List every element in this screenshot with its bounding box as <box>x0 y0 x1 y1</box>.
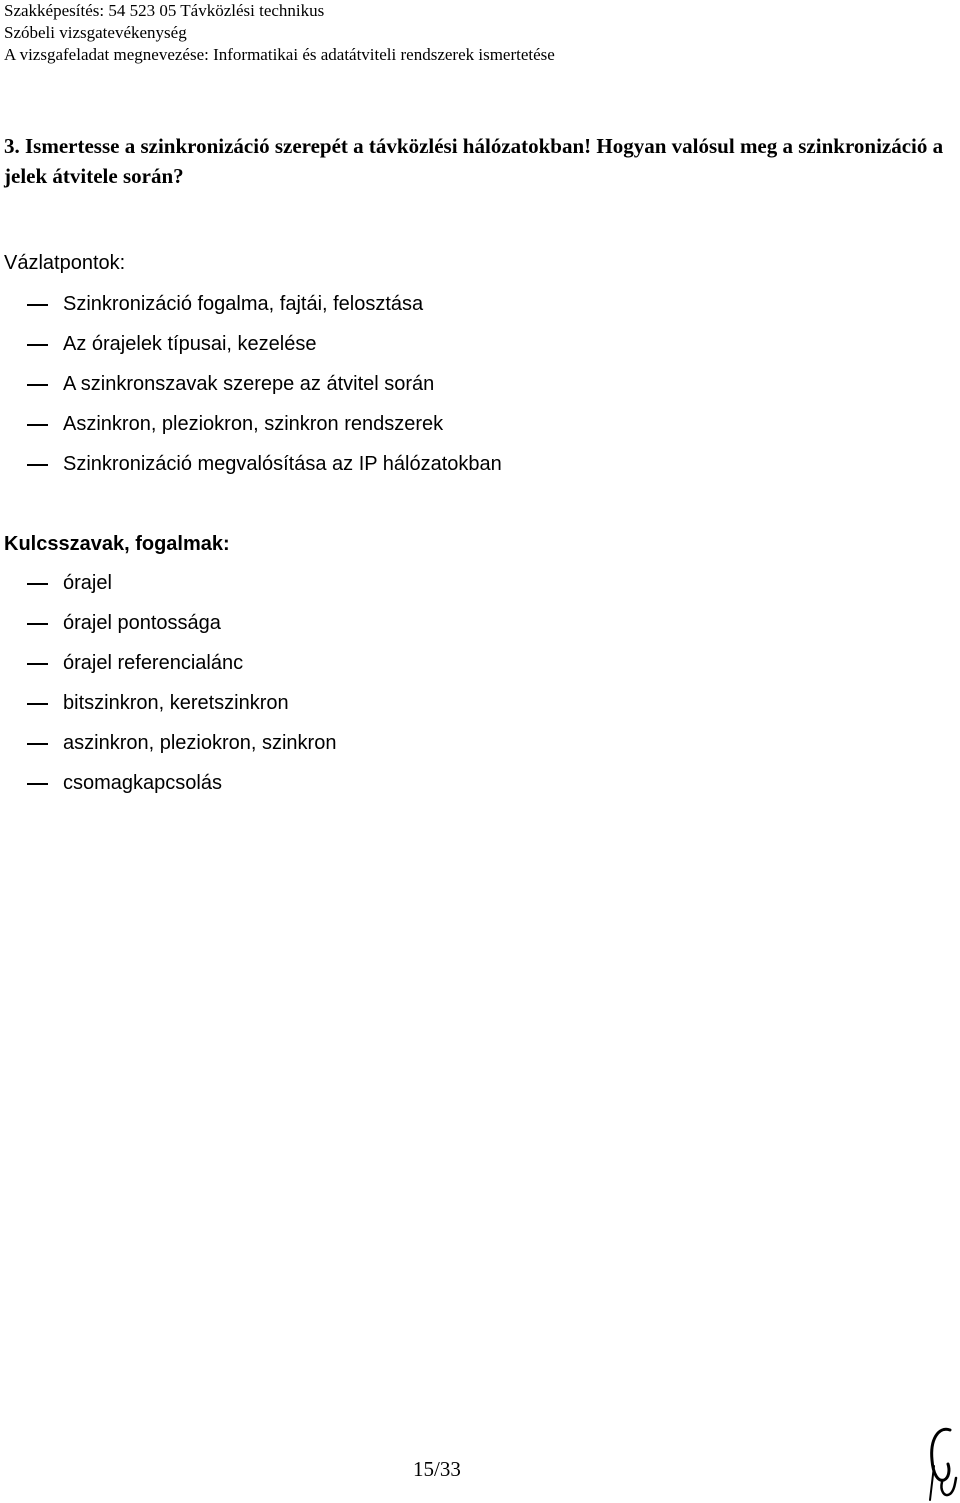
dash-bullet-icon <box>27 623 48 625</box>
dash-bullet-icon <box>27 783 48 785</box>
keywords-title: Kulcsszavak, fogalmak: <box>4 533 230 555</box>
header-qualification: Szakképesítés: 54 523 05 Távközlési technikus <box>4 1 325 20</box>
dash-bullet-icon <box>27 583 48 585</box>
dash-bullet-icon <box>27 663 48 665</box>
dash-bullet-icon <box>27 464 48 466</box>
header-exam-activity: Szóbeli vizsgatevékenység <box>4 23 187 42</box>
dash-bullet-icon <box>27 304 48 306</box>
dash-bullet-icon <box>27 743 48 745</box>
dash-bullet-icon <box>27 424 48 426</box>
dash-bullet-icon <box>27 384 48 386</box>
dash-bullet-icon <box>27 344 48 346</box>
outline-title: Vázlatpontok: <box>4 252 126 274</box>
question-title: 3. Ismertesse a szinkronizáció szerepét a távközlési hálózatokban! Hogyan valósul meg a szinkronizáció a jelek átvitele során? <box>4 134 944 188</box>
document-header <box>4 0 555 66</box>
dash-bullet-icon <box>27 703 48 705</box>
page-number: 15/33 <box>413 1457 461 1481</box>
header-task-name: A vizsgafeladat megnevezése: Informatikai és adatátviteli rendszerek ismertetése <box>4 45 555 64</box>
signature-logo-icon <box>920 1422 960 1502</box>
